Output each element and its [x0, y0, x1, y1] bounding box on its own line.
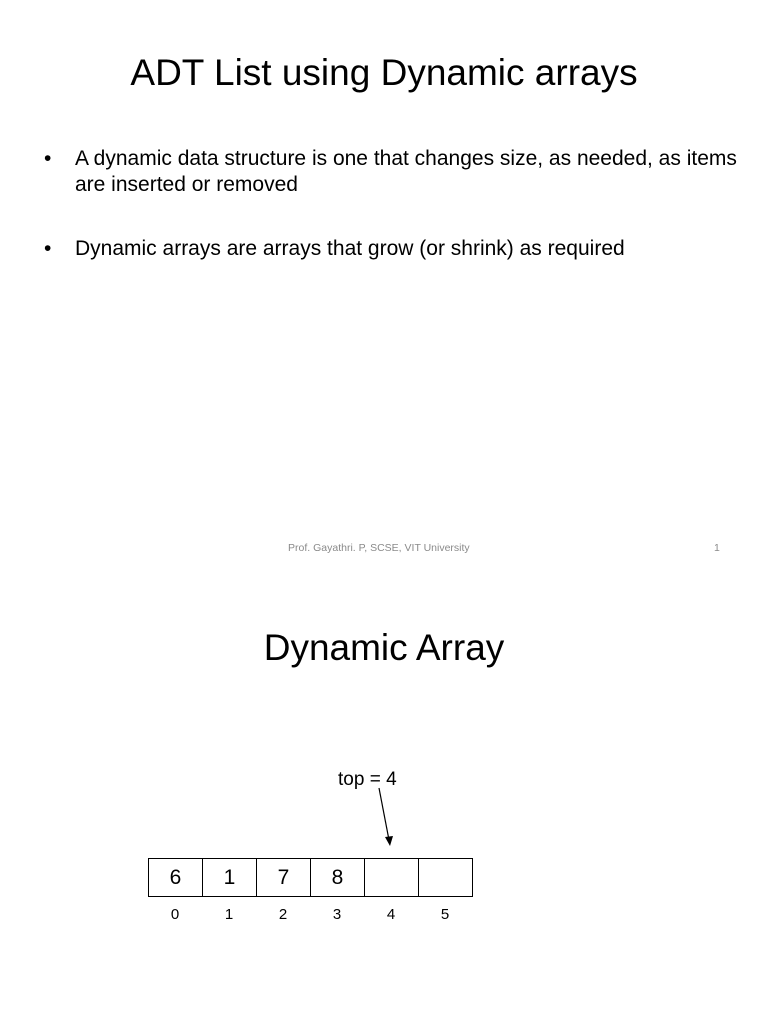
array-index: 3 — [332, 906, 342, 923]
slide-title: Dynamic Array — [263, 627, 505, 668]
bullet-list — [44, 146, 744, 300]
pointer-label: top = 4 — [338, 769, 397, 790]
array-index: 0 — [170, 906, 180, 923]
arrow-down-icon — [370, 784, 410, 850]
bullet-icon: • — [44, 147, 52, 170]
bullet-item — [44, 236, 744, 262]
array-cell: 1 — [203, 859, 257, 896]
slide-2 — [0, 576, 768, 1024]
bullet-item — [44, 146, 744, 198]
bullet-icon: • — [44, 237, 52, 260]
array-index: 2 — [278, 906, 288, 923]
array-index: 5 — [440, 906, 450, 923]
array-cell: 7 — [257, 859, 311, 896]
array-indices — [148, 906, 472, 923]
array-diagram — [148, 858, 473, 897]
array-cell: 8 — [311, 859, 365, 896]
array-index: 1 — [224, 906, 234, 923]
array-cell: 6 — [149, 859, 203, 896]
array-index: 4 — [386, 906, 396, 923]
bullet-text: Dynamic arrays are arrays that grow (or shrink) as required — [75, 237, 625, 260]
array-cell — [419, 859, 472, 896]
footer-author: Prof. Gayathri. P, SCSE, VIT University — [288, 542, 470, 554]
array-cell — [365, 859, 419, 896]
page-number: 1 — [714, 542, 720, 554]
bullet-text: A dynamic data structure is one that changes size, as needed, as items are inserted or removed — [75, 147, 737, 196]
slide-title: ADT List using Dynamic arrays — [130, 52, 638, 93]
